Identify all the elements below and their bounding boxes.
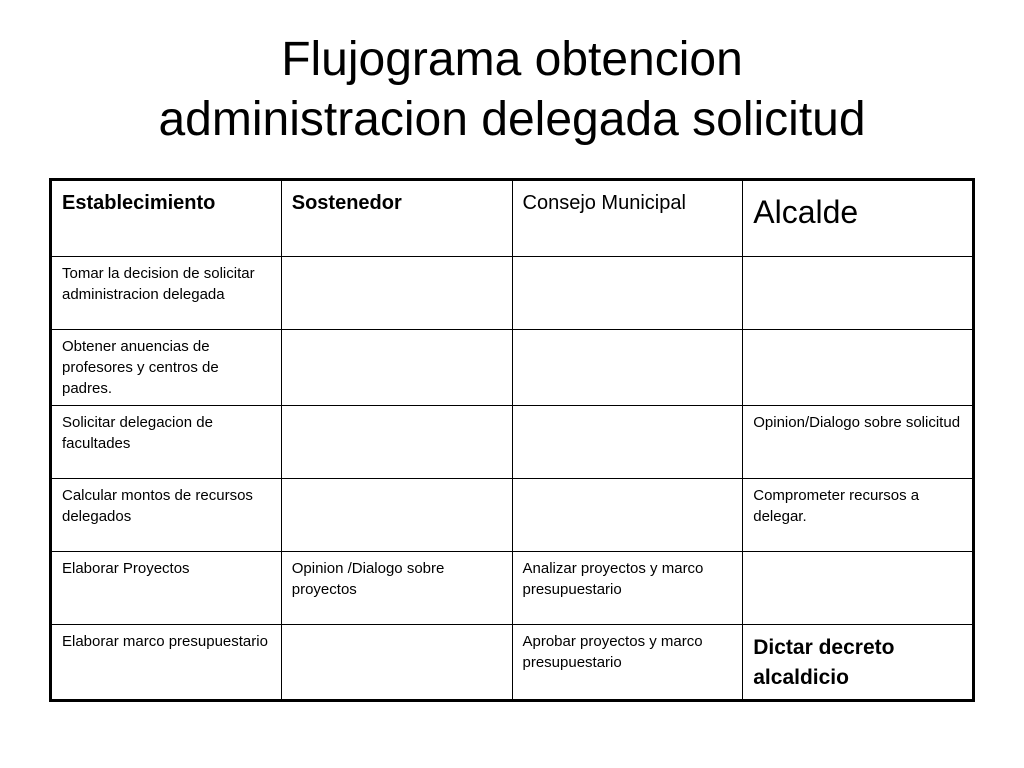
table-row [51,406,974,479]
table-cell [743,330,974,406]
table-cell: Opinion/Dialogo sobre solicitud [743,406,974,479]
table-header-row [51,180,974,257]
table-cell [281,479,512,552]
title-line-1: Flujograma obtencion [281,33,743,86]
table-cell: Analizar proyectos y marco presupuestario [512,552,743,625]
table-cell [512,257,743,330]
table-row [51,552,974,625]
table-cell: Obtener anuencias de profesores y centros de padres. [51,330,282,406]
table-row [51,479,974,552]
table-cell: Tomar la decision de solicitar administracion delegada [51,257,282,330]
table-cell: Comprometer recursos a delegar. [743,479,974,552]
flowchart-table [49,178,975,702]
table-cell [512,330,743,406]
header-alcalde: Alcalde [743,180,974,257]
table-cell: Solicitar delegacion de facultades [51,406,282,479]
table-cell [512,479,743,552]
table-row [51,625,974,701]
page-title [0,30,1024,150]
table-cell: Aprobar proyectos y marco presupuestario [512,625,743,701]
table-cell [281,257,512,330]
table-cell [743,257,974,330]
table-cell: Elaborar Proyectos [51,552,282,625]
title-line-2: administracion delegada solicitud [158,93,866,146]
header-consejo-municipal: Consejo Municipal [512,180,743,257]
table-cell [281,330,512,406]
table-row [51,330,974,406]
table-cell: Elaborar marco presupuestario [51,625,282,701]
table-cell [512,406,743,479]
table-row [51,257,974,330]
table-cell [281,625,512,701]
header-sostenedor: Sostenedor [281,180,512,257]
table-cell: Opinion /Dialogo sobre proyectos [281,552,512,625]
table-cell [281,406,512,479]
table-cell-dictar-decreto: Dictar decreto alcaldicio [743,625,974,701]
table-cell: Calcular montos de recursos delegados [51,479,282,552]
header-establecimiento: Establecimiento [51,180,282,257]
table-cell [743,552,974,625]
